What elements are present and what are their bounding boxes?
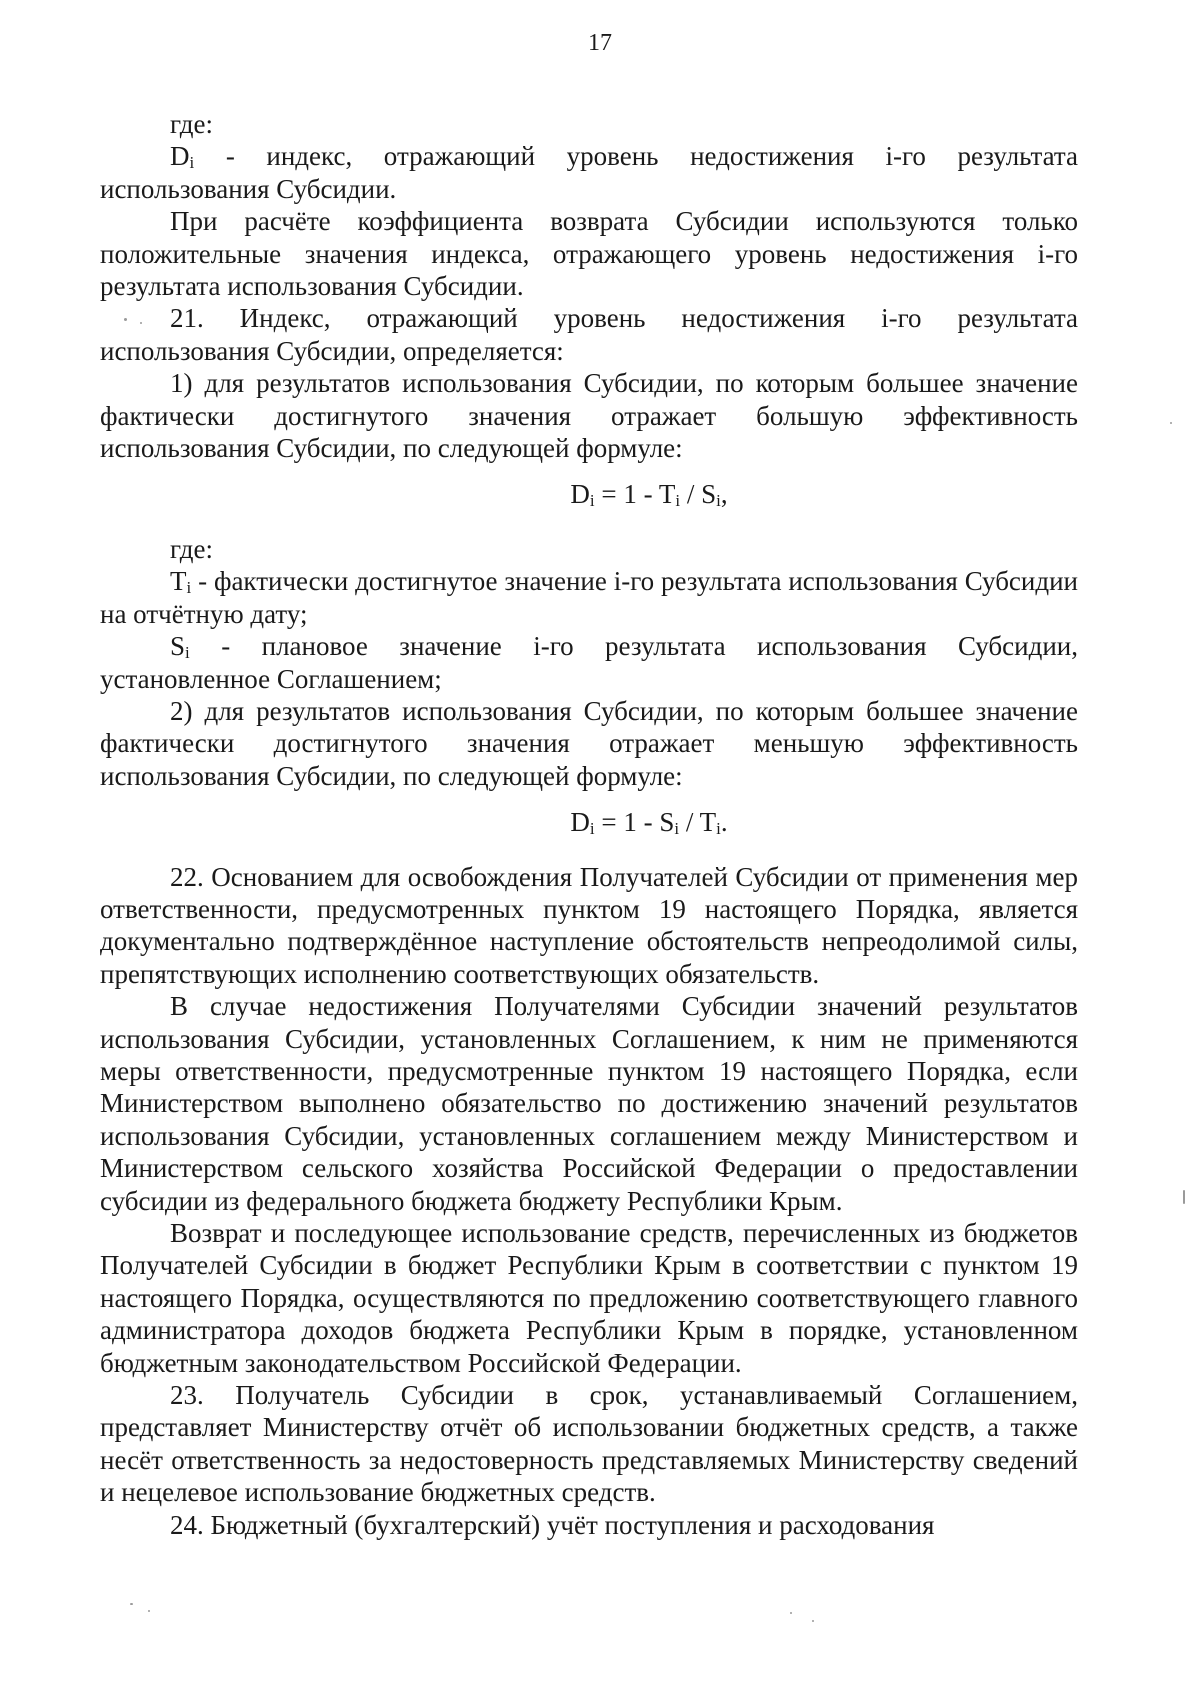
- page-number: 17: [588, 30, 612, 56]
- where-label-2: где:: [170, 533, 213, 564]
- formula-2-di: D: [570, 807, 590, 838]
- ti-subscript: i: [186, 578, 192, 598]
- paragraph-21: 21. Индекс, отражающий уровень недостижения i-го результата использования Субсидии, определяется:: [100, 303, 1078, 366]
- si-symbol: S: [170, 631, 186, 662]
- formula-1: [100, 478, 1078, 510]
- formula-1-ti: = 1 - T: [594, 479, 676, 510]
- scan-speck: [790, 1612, 792, 1614]
- paragraph-22: 22. Основанием для освобождения Получателей Субсидии от применения мер ответственности, предусмотренных пунктом 19 настоящего Порядка, является документально подтверждённое наступление обстоятельств непреодолимой силы, препятствующих исполнению соответствующих обязательств.: [100, 861, 1078, 989]
- formula-2-si-sub: i: [674, 819, 680, 839]
- di-symbol: D: [170, 141, 190, 172]
- formula-2-si: = 1 - S: [594, 807, 675, 838]
- where-label-1: где:: [170, 109, 213, 139]
- paragraph-22-return: Возврат и последующее использование средств, перечисленных из бюджетов Получателей Субсидии в бюджет Республики Крым в соответствии с пунктом 19 настоящего Порядка, осуществляются по предложению соответствующего главного администратора доходов бюджета Республики Крым в порядке, установленном бюджетным законодательством Российской Федерации.: [100, 1218, 1078, 1378]
- ti-definition: [100, 565, 1078, 630]
- scan-speck: [1170, 422, 1172, 424]
- si-definition: [100, 630, 1078, 695]
- formula-1-di-sub: i: [589, 491, 595, 511]
- document-body: [100, 108, 1078, 1541]
- di-definition-text: - индекс, отражающий уровень недостижения i-го результата использования Субсидии.: [100, 141, 1078, 204]
- si-definition-text: - плановое значение i-го результата использования Субсидии, установленное Соглашением;: [100, 631, 1078, 694]
- scan-speck: [812, 1620, 814, 1622]
- paragraph-24: 24. Бюджетный (бухгалтерский) учёт поступления и расходования: [170, 1509, 935, 1540]
- formula-2-end: .: [720, 807, 728, 838]
- scan-speck: [148, 1610, 150, 1612]
- formula-1-end: ,: [720, 479, 728, 510]
- scan-speck: [1183, 1190, 1185, 1204]
- scan-speck: [124, 318, 127, 321]
- si-subscript: i: [185, 643, 190, 663]
- formula-1-si-sub: i: [716, 491, 721, 511]
- paragraph-22-exception: В случае недостижения Получателями Субсидии значений результатов использования Субсидии, установленных Соглашением, к ним не применяются меры ответственности, предусмотренные пунктом 19 настоящего Порядка, если Министерством выполнено обязательство по достижению значений результатов использования Субсидии, установленных соглашением между Министерством и Министерством сельского хозяйства Российской Федерации о предоставлении субсидии из федерального бюджета бюджету Республики Крым.: [100, 991, 1078, 1216]
- formula-2-ti-sub: i: [716, 819, 721, 839]
- di-subscript: i: [189, 153, 195, 173]
- formula-1-si: / S: [680, 479, 717, 510]
- paragraph-21-item-1: 1) для результатов использования Субсидии, по которым большее значение фактически достигнутого значения отражает большую эффективность использования Субсидии, по следующей формуле:: [100, 368, 1078, 464]
- ti-definition-text: - фактически достигнутое значение i-го результата использования Субсидии на отчётную дату;: [100, 566, 1078, 629]
- formula-2: [100, 806, 1078, 838]
- scan-speck: [130, 1603, 133, 1605]
- scan-speck: [140, 322, 142, 324]
- formula-1-di: D: [570, 479, 590, 510]
- formula-2-ti: / T: [679, 807, 717, 838]
- paragraph-21-item-2: 2) для результатов использования Субсидии, по которым большее значение фактически достигнутого значения отражает меньшую эффективность использования Субсидии, по следующей формуле:: [100, 695, 1078, 791]
- formula-2-di-sub: i: [589, 819, 595, 839]
- di-definition: [100, 140, 1078, 205]
- formula-1-ti-sub: i: [675, 491, 681, 511]
- ti-symbol: T: [170, 566, 187, 597]
- paragraph-23: 23. Получатель Субсидии в срок, устанавливаемый Соглашением, представляет Министерству отчёт об использовании бюджетных средств, а также несёт ответственность за недостоверность представляемых Министерству сведений и нецелевое использование бюджетных средств.: [100, 1380, 1078, 1508]
- calculation-note: При расчёте коэффициента возврата Субсидии используются только положительные значения индекса, отражающего уровень недостижения i-го результата использования Субсидии.: [100, 206, 1078, 302]
